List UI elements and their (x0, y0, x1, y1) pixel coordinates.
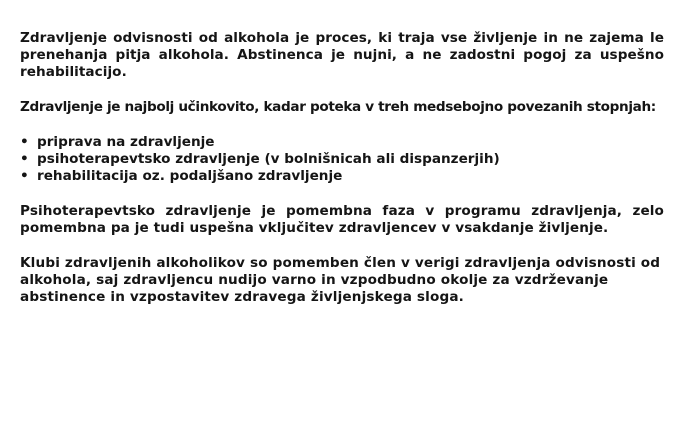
list-item (20, 134, 664, 151)
list-item-text: psihoterapevtsko zdravljenje (v bolnišnicah ali dispanzerjih) (37, 151, 500, 167)
bullet-icon: • (20, 168, 29, 184)
stages-list (20, 134, 664, 185)
paragraph-clubs: Klubi zdravljenih alkoholikov so pomemben člen v verigi zdravljenja odvisnosti od alkohola, saj zdravljencu nudijo varno in vzpodbudno okolje za vzdrževanje abstinence in vzpostavitev zdravega življenjskega sloga. (20, 255, 661, 305)
list-item (20, 151, 664, 168)
list-item (20, 168, 664, 185)
document-body (20, 30, 664, 306)
bullet-icon: • (20, 151, 29, 167)
list-item-text: rehabilitacija oz. podaljšano zdravljenje (37, 168, 343, 184)
bullet-icon: • (20, 134, 29, 150)
paragraph-intro: Zdravljenje odvisnosti od alkohola je proces, ki traja vse življenje in ne zajema le prenehanja pitja alkohola. Abstinenca je nujni, a ne zadostni pogoj za uspešno rehabilitacijo. (20, 30, 664, 80)
paragraph-psychotherapy: Psihoterapevtsko zdravljenje je pomembna faza v programu zdravljenja, zelo pomembna pa je tudi uspešna vključitev zdravljencev v vsakdanje življenje. (20, 203, 664, 236)
paragraph-stages-intro: Zdravljenje je najbolj učinkovito, kadar poteka v treh medsebojno povezanih stopnjah: (20, 99, 656, 115)
list-item-text: priprava na zdravljenje (37, 134, 215, 150)
